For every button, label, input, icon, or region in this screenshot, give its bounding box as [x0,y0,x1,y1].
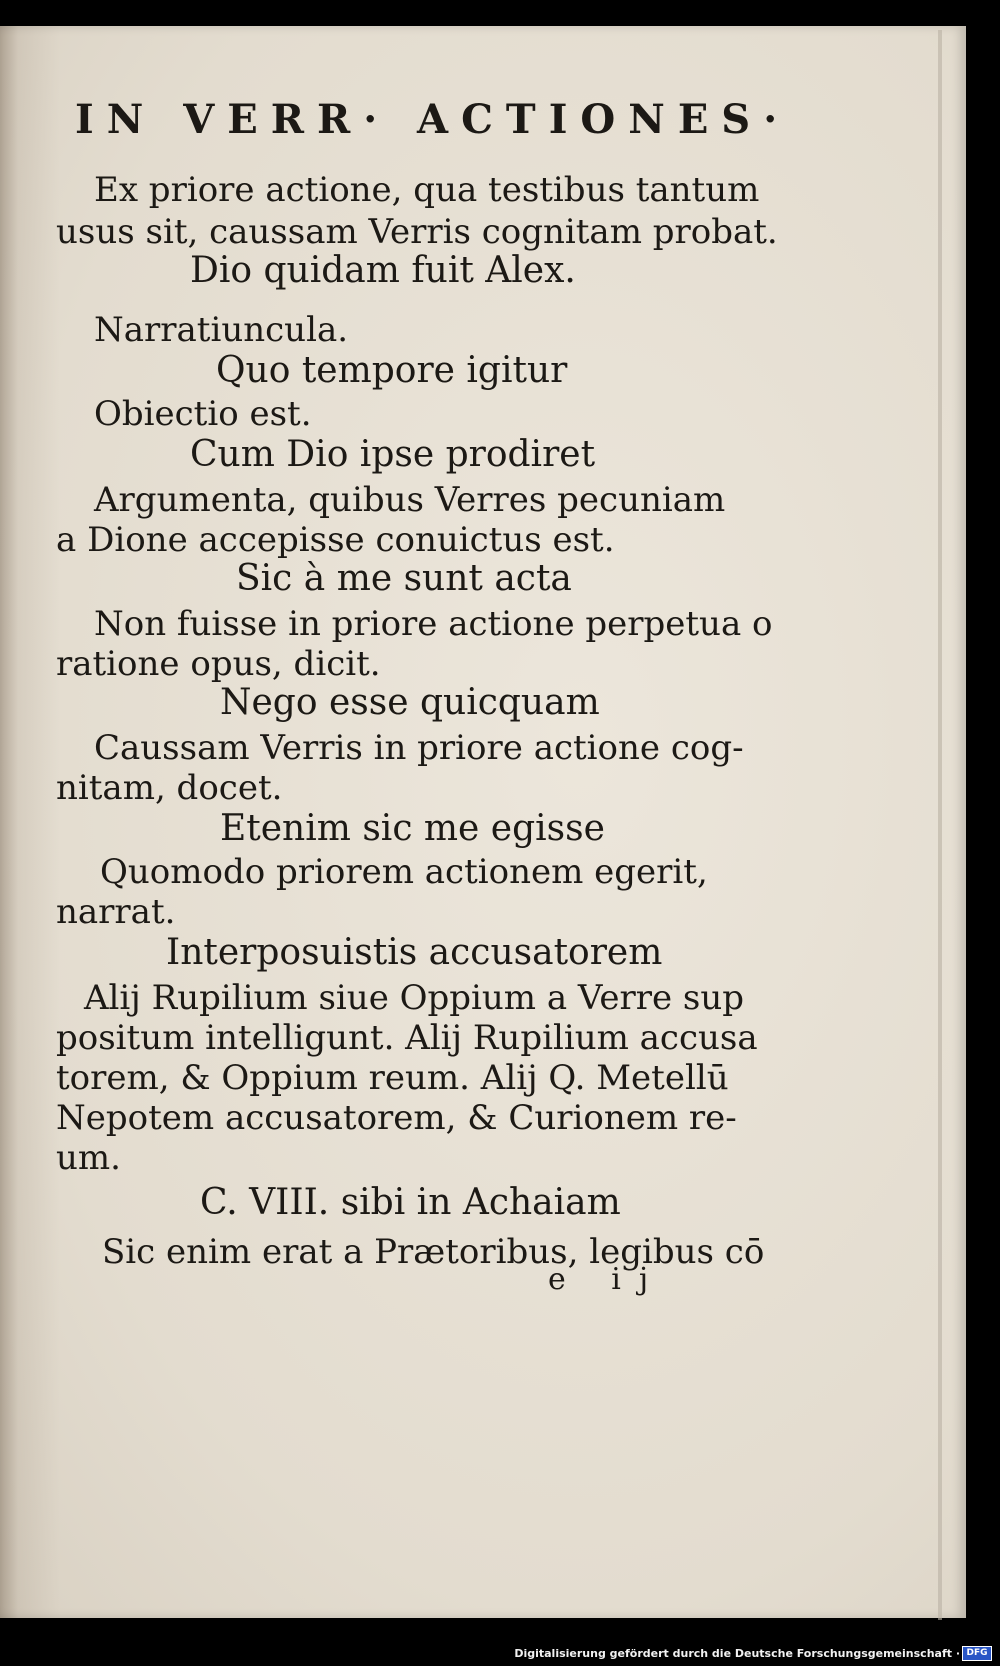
text-line: Alij Rupilium siue Oppium a Verre sup [84,978,745,1018]
text-line: ratione opus, dicit. [56,644,381,684]
lemma-line: Dio quidam fuit Alex. [190,250,576,291]
text-line: Sic enim erat a Prætoribus, legibus cō [102,1232,765,1272]
funding-credit: Digitalisierung gefördert durch die Deutsche Forschungsgemeinschaft · [514,1647,960,1660]
signature-mark: e ij [548,1262,667,1297]
lemma-line: Cum Dio ipse prodiret [190,434,596,475]
text-line: Narratiuncula. [94,310,349,350]
text-line: a Dione accepisse conuictus est. [56,520,615,560]
dfg-logo: DFG [962,1646,992,1661]
lemma-line: Sic à me sunt acta [236,558,572,599]
lemma-line: C. VIII. sibi in Achaiam [200,1182,621,1223]
lemma-line: Quo tempore igitur [216,350,568,391]
text-line: Non fuisse in priore actione perpetua o [94,604,773,644]
lemma-line: Etenim sic me egisse [220,808,605,849]
text-line: positum intelligunt. Alij Rupilium accusa [56,1018,758,1058]
text-line: Obiectio est. [94,394,312,434]
text-line: Argumenta, quibus Verres pecuniam [94,480,726,520]
text-line: Caussam Verris in priore actione cog- [94,728,744,768]
text-line: Quomodo priorem actionem egerit, [100,852,708,892]
running-header: IN VERR· ACTIONES· [75,96,791,143]
text-line: nitam, docet. [56,768,283,808]
text-line: narrat. [56,892,176,932]
text-line: Ex priore actione, qua testibus tantum [94,170,760,210]
text-line: um. [56,1138,121,1178]
lemma-line: Nego esse quicquam [220,682,600,723]
text-line: torem, & Oppium reum. Alij Q. Metellū [56,1058,729,1098]
text-line: Nepotem accusatorem, & Curionem re- [56,1098,737,1138]
lemma-line: Interposuistis accusatorem [166,932,663,973]
text-line: usus sit, caussam Verris cognitam probat. [56,212,778,252]
